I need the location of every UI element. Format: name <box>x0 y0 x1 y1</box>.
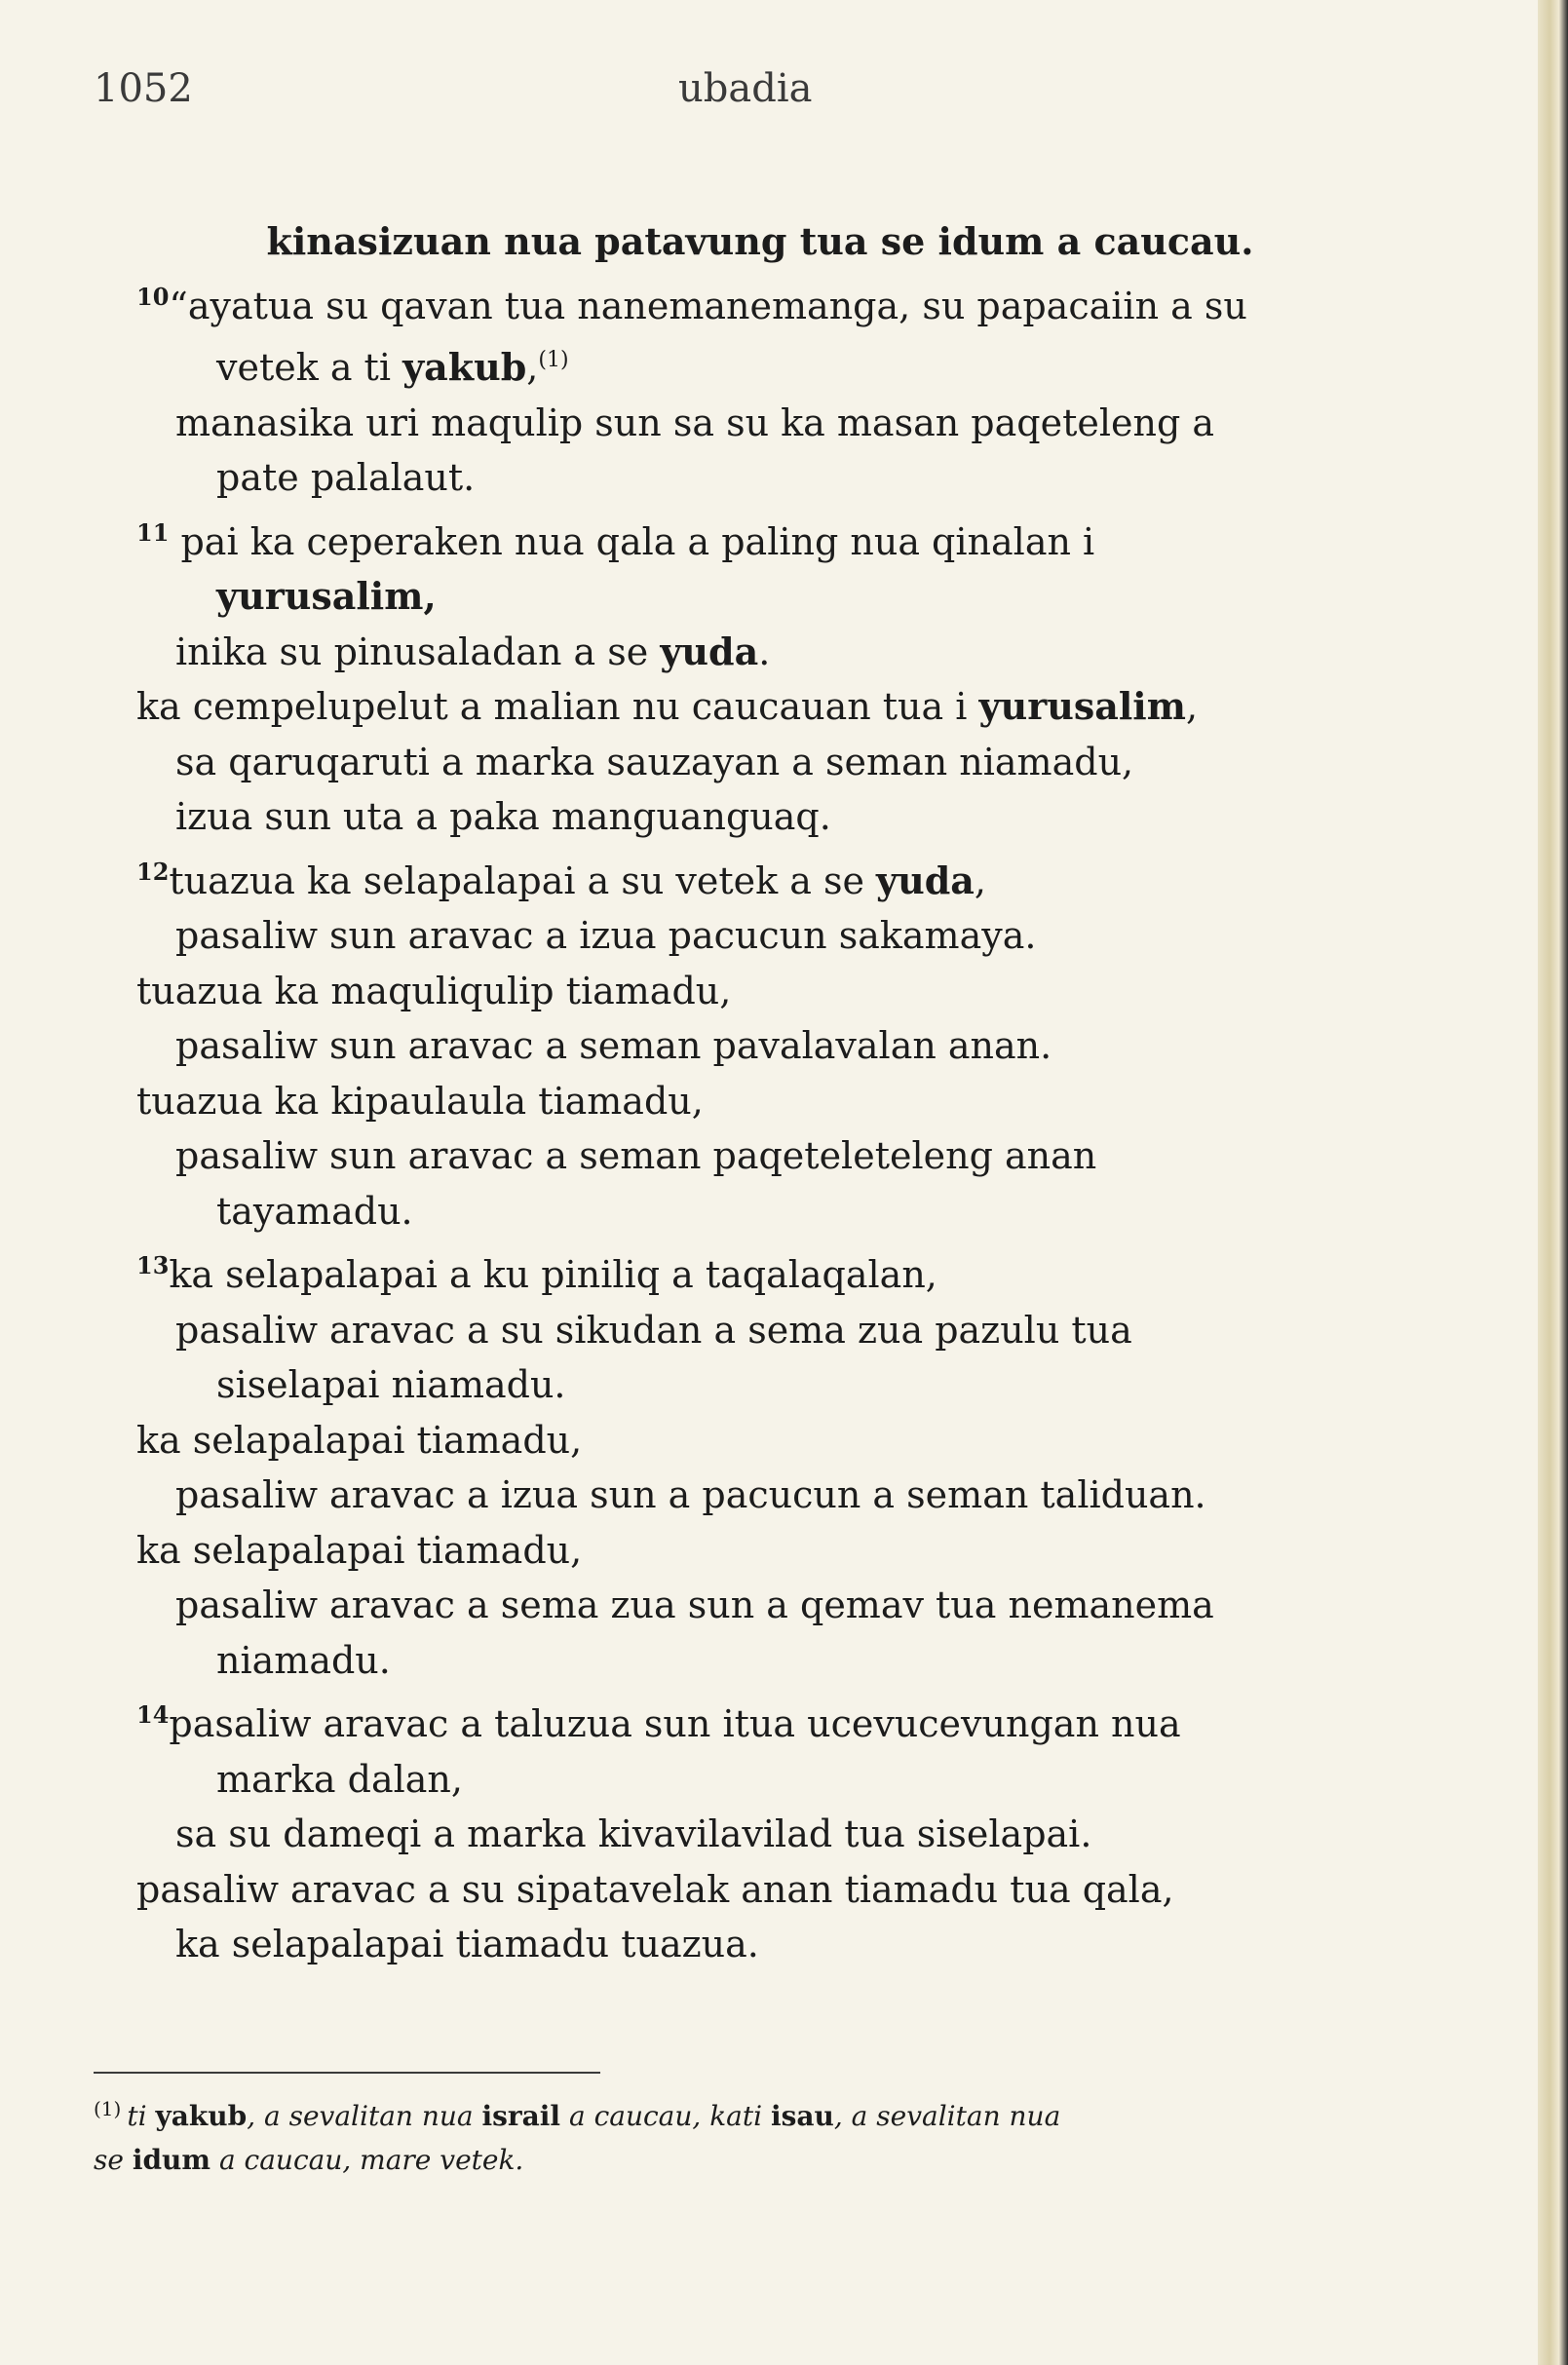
verse-14-line-2: marka dalan, <box>216 1757 463 1801</box>
footnote-line-1: $^{(1)}$ ti yakub, a sevalitan nua israil a caucau, kati isau, a sevalitan nua <box>94 2097 1061 2132</box>
verse-13-line-2: pasaliw aravac a su sikudan a sema zua pazulu tua <box>175 1308 1132 1352</box>
running-title: ubadia <box>678 66 813 111</box>
verse-14-line-3: sa su dameqi a marka kivavilavilad tua siselapai. <box>175 1812 1092 1855</box>
verse-14-line-4: pasaliw aravac a su sipatavelak anan tiamadu tua qala, <box>136 1867 1174 1911</box>
verse-11-line-4: ka cempelupelut a malian nu caucauan tua i yurusalim, <box>136 684 1199 728</box>
verse-13-line-5: pasaliw aravac a izua sun a pacucun a seman taliduan. <box>175 1473 1206 1516</box>
footnote-line-2: se idum a caucau, mare vetek. <box>94 2144 524 2176</box>
verse-10-line-3: manasika uri maqulip sun sa su ka masan paqeteleng a <box>175 401 1215 444</box>
verse-number: 12 <box>136 857 170 886</box>
book-page-edge <box>1538 0 1568 2365</box>
verse-11-line-5: sa qaruqaruti a marka sauzayan a seman niamadu, <box>175 740 1134 783</box>
verse-number: 11 <box>136 517 170 547</box>
verse-13-line-8: niamadu. <box>216 1638 391 1682</box>
footnote-rule <box>94 2072 600 2074</box>
verse-11-line-2: yurusalim, <box>216 574 437 618</box>
verse-10-line-1: $^{10}$“ayatua su qavan tua nanemanemanga, su papacaiin a su <box>136 282 1247 327</box>
verse-12-line-2: pasaliw sun aravac a izua pacucun sakamaya. <box>175 914 1037 957</box>
verse-13-line-7: pasaliw aravac a sema zua sun a qemav tua nemanema <box>175 1583 1214 1626</box>
section-title: kinasizuan nua patavung tua se idum a caucau. <box>266 219 1254 263</box>
verse-12-line-5: tuazua ka kipaulaula tiamadu, <box>136 1079 704 1123</box>
verse-12-line-1: $^{12}$tuazua ka selapalapai a su vetek a se yuda, <box>136 857 987 902</box>
verse-number: 13 <box>136 1251 170 1279</box>
page-header <box>94 66 1458 125</box>
verse-13-line-3: siselapai niamadu. <box>216 1363 566 1406</box>
page-body <box>136 214 1423 1972</box>
verse-12-line-3: tuazua ka maquliqulip tiamadu, <box>136 969 732 1012</box>
verse-11-line-1: $^{11}$ pai ka ceperaken nua qala a paling nua qinalan i <box>136 517 1095 563</box>
verse-14-line-5: ka selapalapai tiamadu tuazua. <box>175 1923 759 1965</box>
verse-13-line-6: ka selapalapai tiamadu, <box>136 1528 583 1572</box>
verse-11-line-3: inika su pinusaladan a se yuda. <box>175 629 771 673</box>
verse-11-line-6: izua sun uta a paka manguanguaq. <box>175 795 831 838</box>
verse-10-line-4: pate palalaut. <box>216 456 476 499</box>
verse-13-line-1: $^{13}$ka selapalapai a ku piniliq a taqalaqalan, <box>136 1251 937 1296</box>
verse-12-line-4: pasaliw sun aravac a seman pavalavalan anan. <box>175 1024 1052 1067</box>
verse-12-line-7: tayamadu. <box>216 1189 413 1233</box>
footnote-number: (1) <box>94 2097 122 2120</box>
page-number: 1052 <box>94 66 193 111</box>
footnote <box>94 2087 1419 2182</box>
verse-number: 14 <box>136 1700 170 1729</box>
verse-10-line-2: vetek a ti yakub,$^{(1)}$ <box>216 345 569 389</box>
verse-number: 10 <box>136 282 170 311</box>
verse-14-line-1: $^{14}$pasaliw aravac a taluzua sun itua ucevucevungan nua <box>136 1700 1181 1745</box>
footnote-marker: (1) <box>538 348 569 372</box>
verse-12-line-6: pasaliw sun aravac a seman paqeteleteleng anan <box>175 1134 1097 1177</box>
verse-13-line-4: ka selapalapai tiamadu, <box>136 1418 583 1462</box>
